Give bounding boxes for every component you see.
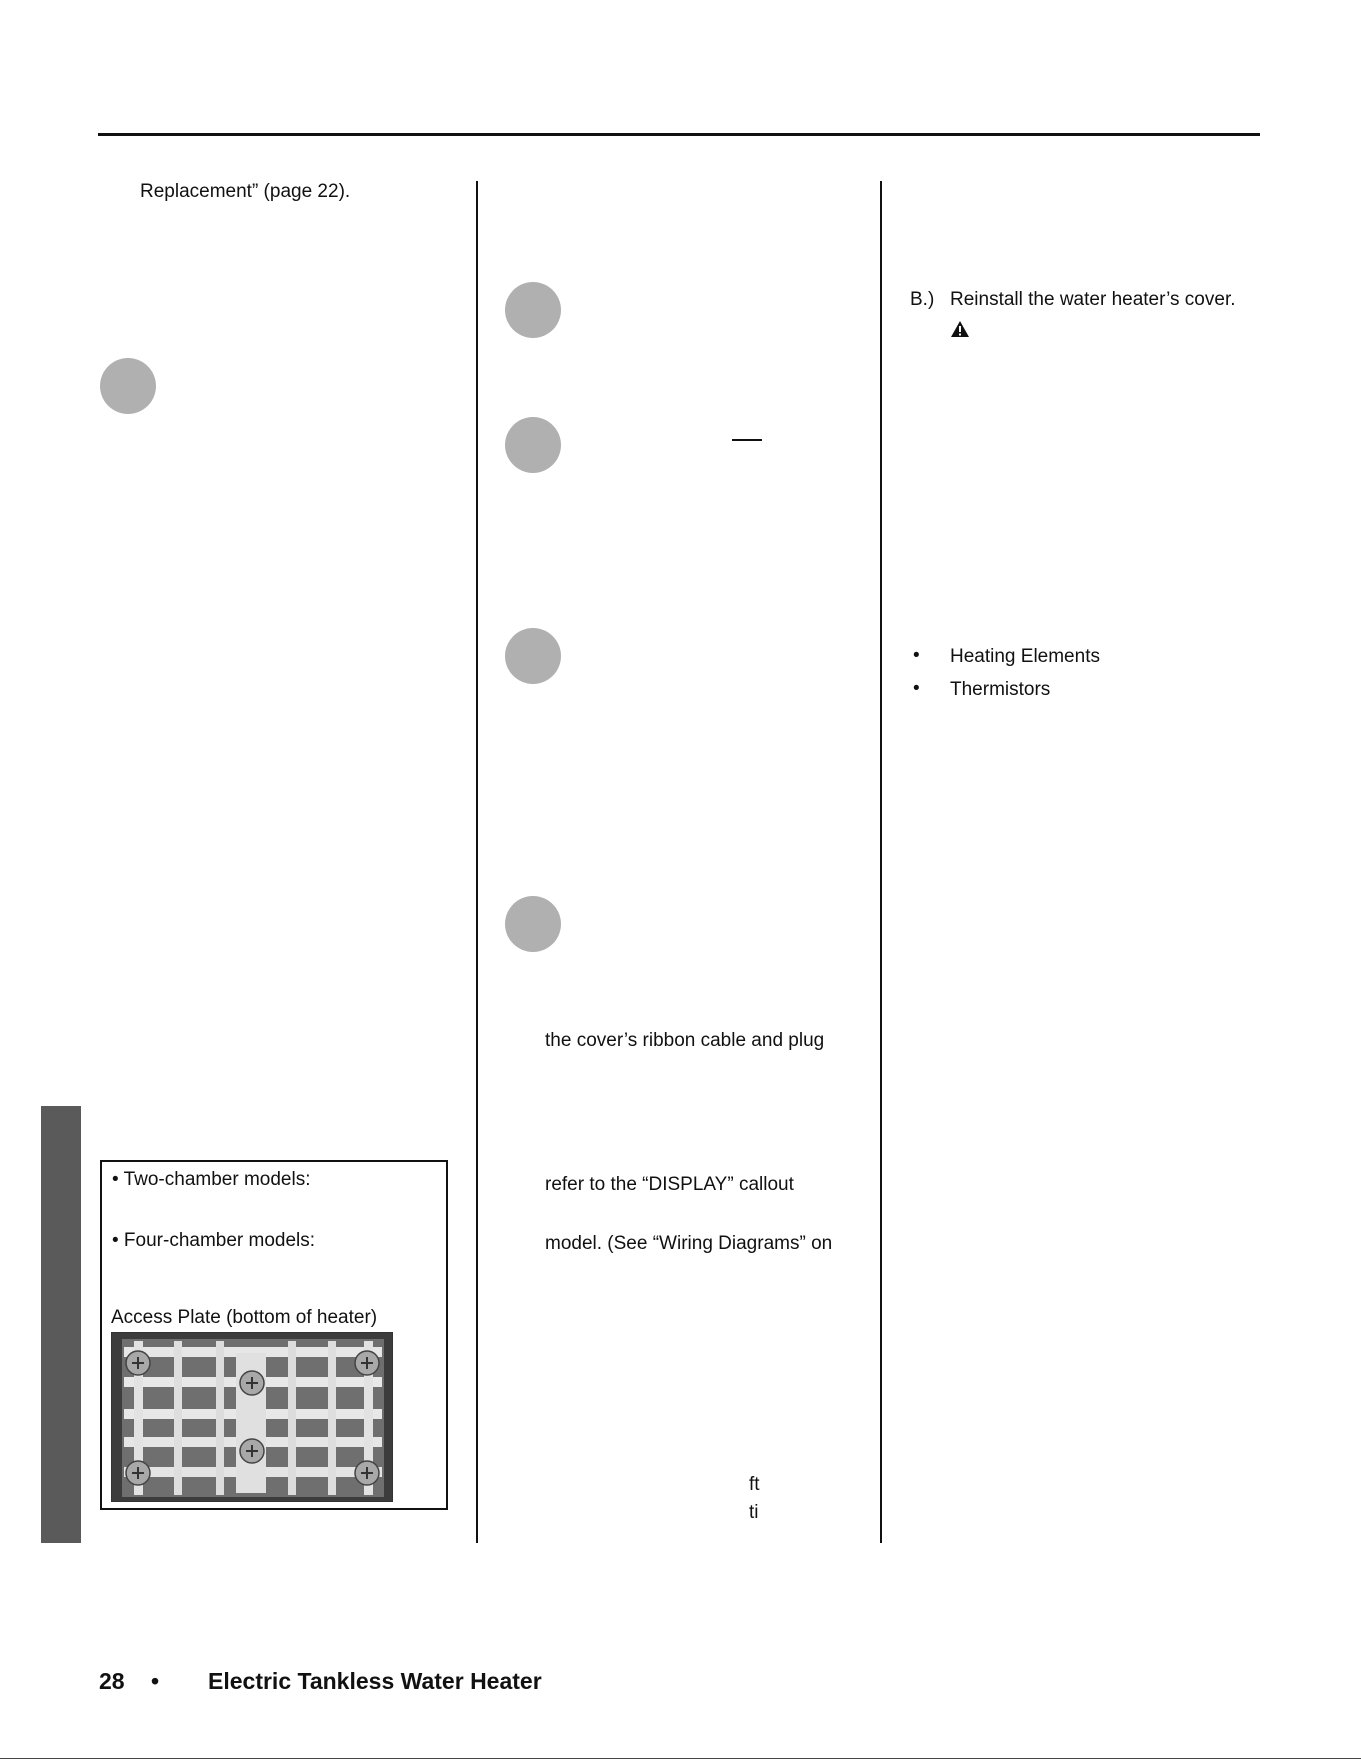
step-marker-circle — [100, 358, 156, 414]
step-b-text: Reinstall the water heater’s cover. — [950, 289, 1236, 310]
bottom-edge-rule — [0, 1758, 1361, 1759]
column-divider-1 — [476, 181, 478, 1543]
step-marker-circle — [505, 628, 561, 684]
access-plate-photo — [111, 1332, 393, 1502]
four-chamber-label: • Four-chamber models: — [112, 1230, 316, 1251]
column-divider-2 — [880, 181, 882, 1543]
two-chamber-label: • Two-chamber models: — [112, 1169, 311, 1190]
header-rule — [98, 133, 1260, 136]
ribbon-cable-text: the cover’s ribbon cable and plug — [545, 1030, 825, 1051]
footer-separator: • — [151, 1668, 160, 1694]
bullet-thermistors: Thermistors — [950, 679, 1051, 700]
page-number: 28 — [99, 1668, 125, 1694]
step-marker-circle — [505, 282, 561, 338]
warning-triangle-icon — [950, 320, 970, 338]
access-plate-caption: Access Plate (bottom of heater) — [111, 1307, 378, 1328]
ligature-ti: ti — [749, 1502, 759, 1523]
step-marker-circle — [505, 417, 561, 473]
step-marker-circle — [505, 896, 561, 952]
access-plate-illustration — [112, 1333, 393, 1502]
bullet-mark: • — [913, 678, 920, 699]
bullet-heating-elements: Heating Elements — [950, 646, 1100, 667]
em-dash-mark — [732, 439, 762, 441]
display-callout-text: refer to the “DISPLAY” callout — [545, 1174, 794, 1195]
continuation-text: Replacement” (page 22). — [140, 181, 351, 202]
step-b-label: B.) — [910, 289, 935, 310]
bullet-mark: • — [913, 645, 920, 666]
ligature-ft: ft — [749, 1474, 760, 1495]
footer-title: Electric Tankless Water Heater — [208, 1668, 542, 1694]
wiring-diagrams-text: model. (See “Wiring Diagrams” on — [545, 1233, 833, 1254]
section-side-tab — [41, 1106, 81, 1543]
